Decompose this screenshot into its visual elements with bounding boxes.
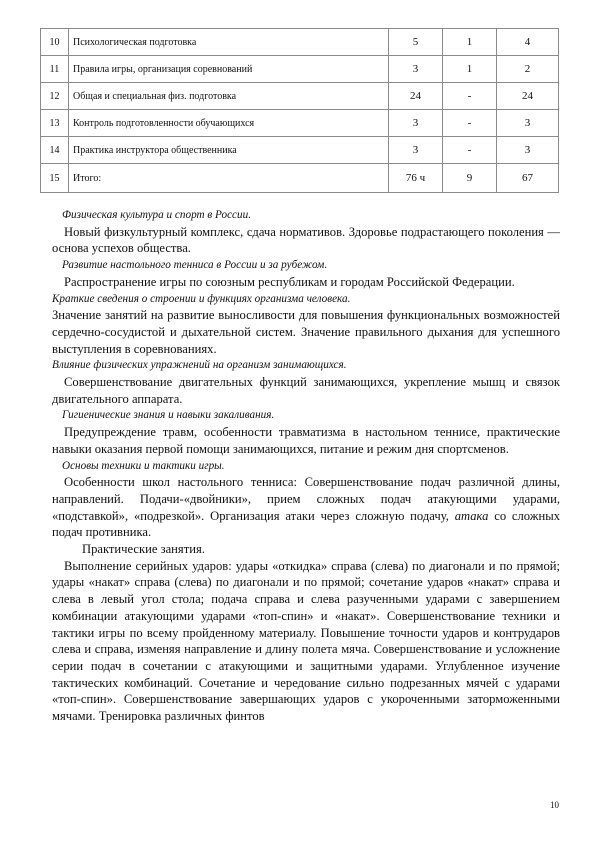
section-text-5: Предупреждение травм, особенности травматизма в настольном теннисе, практические навыки оказания первой помощи занимающихся, питание и режим дня спортсменов. <box>52 425 560 456</box>
body-text <box>52 207 560 725</box>
section-heading-2: Развитие настольного тенниса в России и за рубежом. <box>62 259 328 272</box>
row-name-cell: Правила игры, организация соревнований <box>69 56 389 83</box>
row-number-cell: 14 <box>41 137 69 164</box>
practice-text: Выполнение серийных ударов: удары «откидка» справа (слева) по диагонали и по прямой; удары «накат» справа (слева) по диагонали и по прямой; сочетание ударов «накат» справа и слева в левый угол стола; подача справа и слева разученными ударами с завершением комбинации атакующими ударами «топ-спин» и «накат». Совершенствование техники и тактики игры по всему пройденному материалу. Повышение точности ударов и контрударов слева и справа, изменяя направление и длину полета мяча. Совершенствование и усложнение серии подач в сочетании с атакующими и защитными ударами. Углубленное изучение тактических комбинаций. Сочетание и чередование сильно подрезанных мячей с ударами «топ-спин». Совершенствование завершающих ударов с укороченными заторможенными мячами. Тренировка различных финтов <box>52 558 560 724</box>
hours-practice-cell: 24 <box>497 83 559 110</box>
section-text-3: Значение занятий на развитие выносливости для повышения функциональных возможностей сердечно-сосудистой и дыхательной систем. Значение правильного дыхания для успешного выступления в соревнованиях. <box>52 308 560 356</box>
section-text-6-italic: атака <box>454 508 489 523</box>
section-heading-3: Краткие сведения о строении и функциях организма человека. <box>52 292 351 305</box>
section-heading-6: Основы техники и тактики игры. <box>62 459 225 472</box>
plan-table <box>40 28 559 193</box>
section-heading-4: Влияние физических упражнений на организм занимающихся. <box>52 359 347 372</box>
hours-theory-cell: - <box>443 83 497 110</box>
hours-theory-cell: 1 <box>443 29 497 56</box>
section-text-6 <box>52 474 560 541</box>
page-number: 10 <box>550 800 559 810</box>
row-name-cell: Практика инструктора общественника <box>69 137 389 164</box>
row-number-cell: 10 <box>41 29 69 56</box>
row-number-cell: 12 <box>41 83 69 110</box>
table-row <box>41 29 559 56</box>
row-name-cell: Итого: <box>69 164 389 193</box>
hours-total-cell: 3 <box>389 137 443 164</box>
section-heading-5: Гигиенические знания и навыки закаливания. <box>62 409 275 422</box>
hours-theory-cell: - <box>443 110 497 137</box>
section-text-6-part1: Особенности школ настольного тенниса: Совершенствование подач различной длины, направлений. Подачи-«двойники», прием сложных подач атакующими ударами, «подставкой», «подрезкой». Организация атаки через сложную подачу, <box>52 475 560 523</box>
hours-practice-cell: 3 <box>497 137 559 164</box>
table-row <box>41 83 559 110</box>
hours-total-cell: 5 <box>389 29 443 56</box>
hours-practice-cell: 3 <box>497 110 559 137</box>
hours-practice-cell: 67 <box>497 164 559 193</box>
row-name-cell: Психологическая подготовка <box>69 29 389 56</box>
hours-theory-cell: - <box>443 137 497 164</box>
hours-total-cell: 3 <box>389 110 443 137</box>
row-name-cell: Контроль подготовленности обучающихся <box>69 110 389 137</box>
hours-total-cell: 24 <box>389 83 443 110</box>
section-text-2: Распространение игры по союзным республикам и городам Российской Федерации. <box>64 274 515 289</box>
row-number-cell: 11 <box>41 56 69 83</box>
table-row <box>41 110 559 137</box>
section-text-1: Новый физкультурный комплекс, сдача нормативов. Здоровье подрастающего поколения — основа успехов общества. <box>52 224 560 256</box>
hours-practice-cell: 2 <box>497 56 559 83</box>
hours-practice-cell: 4 <box>497 29 559 56</box>
table-row <box>41 56 559 83</box>
hours-theory-cell: 9 <box>443 164 497 193</box>
practice-heading: Практические занятия. <box>82 542 205 557</box>
hours-total-cell: 76 ч <box>389 164 443 193</box>
table-row <box>41 137 559 164</box>
hours-theory-cell: 1 <box>443 56 497 83</box>
section-text-4: Совершенствование двигательных функций занимающихся, укрепление мышц и связок двигательного аппарата. <box>52 375 560 406</box>
row-name-cell: Общая и специальная физ. подготовка <box>69 83 389 110</box>
section-text-6-part2: со сложных подач противника. <box>52 508 560 540</box>
section-heading-1: Физическая культура и спорт в России. <box>62 209 251 221</box>
row-number-cell: 15 <box>41 164 69 193</box>
table-row <box>41 164 559 193</box>
row-number-cell: 13 <box>41 110 69 137</box>
hours-total-cell: 3 <box>389 56 443 83</box>
